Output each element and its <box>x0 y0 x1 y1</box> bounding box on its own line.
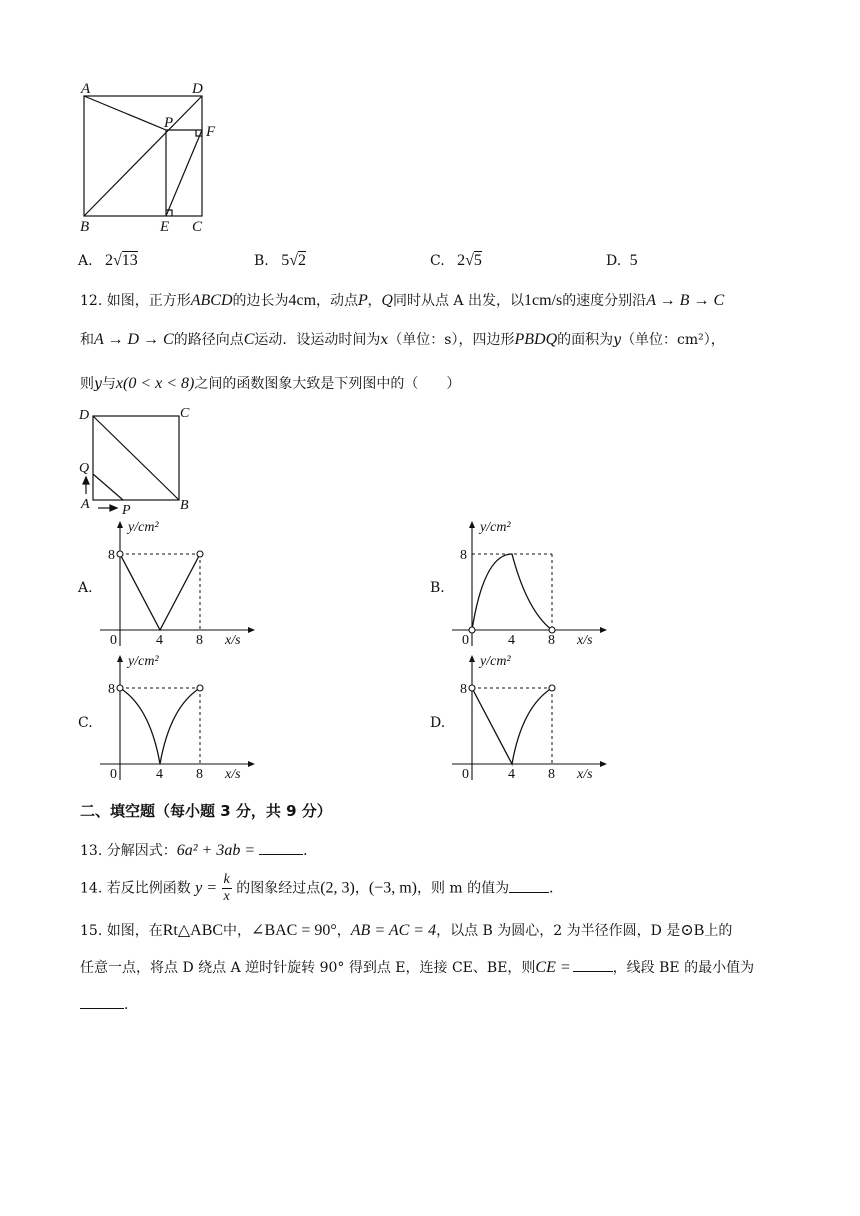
q15-answer-blank-1[interactable] <box>573 959 613 972</box>
graph-d[interactable] <box>450 652 610 782</box>
tick-4-label: 4 <box>508 767 515 782</box>
graph-b[interactable] <box>450 518 610 648</box>
y-axis-label: y/cm² <box>480 520 511 535</box>
open-endpoint <box>549 685 555 691</box>
graph-label-b[interactable]: B. <box>430 580 445 596</box>
q12-line-3: 则y与x(0 < x < 8)之间的函数图象大致是下列图中的（ ） <box>80 375 461 392</box>
origin-label: 0 <box>462 633 469 648</box>
origin-label: 0 <box>462 767 469 782</box>
tick-y8-label: 8 <box>108 548 115 563</box>
q11-figure <box>78 78 228 238</box>
open-endpoint <box>469 685 475 691</box>
fig11-label-p: P <box>164 115 174 131</box>
q12-line-1: 12. 如图，正方形ABCD的边长为4cm，动点P，Q同时从点 A 出发，以1cm/s的速度分别沿A → B → C <box>80 292 725 309</box>
tick-8-label: 8 <box>548 633 555 648</box>
fig11-label-c: C <box>192 219 203 235</box>
fig12-label-p: P <box>122 503 131 516</box>
y-axis-arrow <box>117 655 123 662</box>
origin-label: 0 <box>110 633 117 648</box>
tick-8-label: 8 <box>196 767 203 782</box>
x-axis-label: x/s <box>577 767 593 782</box>
fig11-label-d: D <box>192 81 203 97</box>
tick-y8-label: 8 <box>460 548 467 563</box>
function-curve <box>120 688 200 764</box>
graph-label-c[interactable]: C. <box>78 715 93 731</box>
fig12-label-c: C <box>180 406 190 421</box>
tick-4-label: 4 <box>508 633 515 648</box>
fig11-label-f: F <box>206 124 216 140</box>
q15-line-2: 任意一点，将点 D 绕点 A 逆时针旋转 90° 得到点 E，连接 CE、BE，则CE = ，线段 BE 的最小值为 <box>80 959 755 976</box>
fig12-label-b: B <box>180 498 189 513</box>
q15-line-3: ． <box>80 994 138 1014</box>
graph-c[interactable] <box>98 652 258 782</box>
function-curve <box>120 554 200 630</box>
fig12-label-q: Q <box>79 461 90 476</box>
q15-line-1: 15. 如图，在Rt△ABC中，∠BAC = 90°，AB = AC = 4，以点 B 为圆心，2 为半径作圆，D 是⊙B上的 <box>80 922 733 939</box>
fig12-label-a: A <box>81 497 90 512</box>
tick-8-label: 8 <box>196 633 203 648</box>
q11-option-d[interactable]: D. 5 <box>606 252 638 269</box>
x-axis-label: x/s <box>577 633 593 648</box>
function-curve <box>472 554 552 630</box>
fig11-label-b: B <box>80 219 90 235</box>
fig12-label-d: D <box>79 408 90 423</box>
open-endpoint <box>117 551 123 557</box>
x-axis-arrow <box>600 761 607 767</box>
x-axis-label: x/s <box>225 633 241 648</box>
graph-label-d[interactable]: D. <box>430 715 446 731</box>
open-endpoint <box>197 551 203 557</box>
tick-y8-label: 8 <box>108 682 115 697</box>
x-axis-arrow <box>248 627 255 633</box>
y-axis-arrow <box>469 521 475 528</box>
tick-8-label: 8 <box>548 767 555 782</box>
q13-answer-blank[interactable] <box>259 842 303 855</box>
section-2-heading: 二、填空题（每小题 3 分，共 9 分） <box>80 802 332 820</box>
tick-4-label: 4 <box>156 767 163 782</box>
graph-label-a[interactable]: A. <box>78 580 93 596</box>
x-axis-arrow <box>600 627 607 633</box>
q15-answer-blank-2[interactable] <box>80 996 124 1009</box>
y-axis-label: y/cm² <box>128 520 159 535</box>
q12-line-2: 和A → D → C的路径向点C运动．设运动时间为x（单位：s），四边形PBDQ的面积为y（单位：cm²）， <box>80 331 725 348</box>
open-endpoint <box>197 685 203 691</box>
graph-a[interactable] <box>98 518 258 648</box>
q11-option-b[interactable]: B. 5√2 <box>254 252 306 269</box>
open-endpoint <box>469 627 475 633</box>
q13: 13. 分解因式：6a² + 3ab = ． <box>80 842 318 859</box>
y-axis-label: y/cm² <box>480 654 511 669</box>
q11-option-a[interactable]: A. 2√13 <box>78 252 138 269</box>
fig11-label-e: E <box>160 219 170 235</box>
q11-option-c[interactable]: C. 2√5 <box>430 252 482 269</box>
open-endpoint <box>117 685 123 691</box>
q12-figure <box>76 404 196 516</box>
q14: 14. 若反比例函数 y = $\frac{k}{x}$ 的图象经过点(2, 3)，(−3, m)，则 m 的值为 ． <box>80 872 564 904</box>
fig11-label-a: A <box>81 81 91 97</box>
function-curve <box>472 688 552 764</box>
y-axis-arrow <box>117 521 123 528</box>
x-axis-arrow <box>248 761 255 767</box>
y-axis-arrow <box>469 655 475 662</box>
tick-y8-label: 8 <box>460 682 467 697</box>
origin-label: 0 <box>110 767 117 782</box>
x-axis-label: x/s <box>225 767 241 782</box>
tick-4-label: 4 <box>156 633 163 648</box>
y-axis-label: y/cm² <box>128 654 159 669</box>
q14-answer-blank[interactable] <box>509 880 549 893</box>
